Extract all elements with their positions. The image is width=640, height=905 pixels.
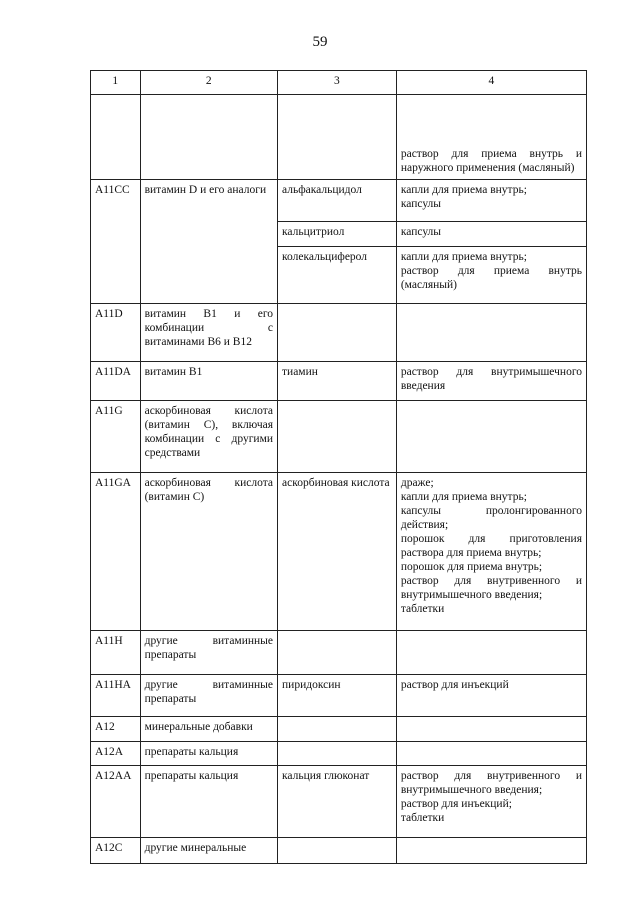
dosage-form: раствор для внутримышечного введения: [400, 366, 582, 392]
atc-code-cell: A12: [91, 717, 141, 742]
dosage-forms-cell: [396, 304, 586, 362]
substance-cell: аскорбиновая кислота: [278, 473, 397, 631]
dosage-form: капли для приема внутрь;: [400, 184, 527, 196]
dosage-forms-cell: [396, 675, 586, 717]
dosage-forms-cell: [396, 717, 586, 742]
table-row: [91, 304, 587, 362]
dosage-forms-cell: [396, 95, 586, 180]
atc-code-cell: A11G: [91, 401, 141, 473]
group-name-cell: аскорбиновая кислота (витамин С): [140, 473, 277, 631]
dosage-form: раствор для инъекций;: [400, 798, 512, 810]
table-row: [91, 838, 587, 864]
header-col-3: 3: [278, 71, 397, 95]
dosage-form: капсулы пролонгированного действия;: [400, 505, 582, 531]
group-name-cell: витамин B1 и его комбинации с витаминами B6 и B12: [140, 304, 277, 362]
atc-code-cell: A11D: [91, 304, 141, 362]
table-row: [91, 766, 587, 838]
substance-cell: тиамин: [278, 362, 397, 401]
group-name-cell: [140, 95, 277, 180]
group-name-cell: аскорбиновая кислота (витамин С), включая комбинации с другими средствами: [140, 401, 277, 473]
header-col-1: 1: [91, 71, 141, 95]
group-name-cell: другие минеральные: [140, 838, 277, 864]
dosage-form: драже;: [400, 477, 434, 489]
table-header-row: [91, 71, 587, 95]
dosage-form: таблетки: [400, 812, 445, 824]
table-row: [91, 675, 587, 717]
atc-code-cell: A11DA: [91, 362, 141, 401]
substance-cell: колекальциферол: [278, 247, 397, 304]
dosage-forms-cell: [396, 222, 586, 247]
drug-table: [90, 70, 587, 864]
table-row: [91, 180, 587, 222]
dosage-form: раствор для внутривенного и внутримышечного введения;: [400, 770, 582, 796]
header-col-4: 4: [396, 71, 586, 95]
substance-cell: пиридоксин: [278, 675, 397, 717]
table-row: [91, 362, 587, 401]
group-name-cell: препараты кальция: [140, 766, 277, 838]
table-row: [91, 473, 587, 631]
atc-code-cell: A12A: [91, 742, 141, 766]
dosage-form: капли для приема внутрь;: [400, 251, 527, 263]
substance-cell: [278, 631, 397, 675]
dosage-form: капсулы: [400, 198, 442, 210]
dosage-forms-cell: [396, 838, 586, 864]
substance-cell: [278, 838, 397, 864]
dosage-forms-cell: [396, 247, 586, 304]
dosage-form: раствор для приема внутрь (масляный): [400, 265, 582, 291]
group-name-cell: другие витаминные препараты: [140, 675, 277, 717]
substance-cell: [278, 95, 397, 180]
dosage-forms-cell: [396, 631, 586, 675]
atc-code-cell: A11H: [91, 631, 141, 675]
substance-cell: [278, 742, 397, 766]
table-row: [91, 401, 587, 473]
dosage-forms-cell: [396, 742, 586, 766]
dosage-forms-cell: [396, 766, 586, 838]
atc-code-cell: [91, 95, 141, 180]
dosage-forms-cell: [396, 401, 586, 473]
dosage-form: таблетки: [400, 603, 445, 615]
substance-cell: [278, 401, 397, 473]
table-row: [91, 631, 587, 675]
atc-code-cell: A11HA: [91, 675, 141, 717]
dosage-form: раствор для инъекций: [400, 679, 509, 691]
page-number: 59: [312, 34, 328, 50]
group-name-cell: витамин B1: [140, 362, 277, 401]
substance-cell: кальцитриол: [278, 222, 397, 247]
table-row: [91, 717, 587, 742]
atc-code-cell: A11CC: [91, 180, 141, 304]
dosage-form: раствор для приема внутрь и наружного применения (масляный): [400, 148, 582, 174]
atc-code-cell: A12AA: [91, 766, 141, 838]
substance-cell: [278, 717, 397, 742]
dosage-forms-cell: [396, 473, 586, 631]
substance-cell: кальция глюконат: [278, 766, 397, 838]
dosage-form: порошок для приготовления раствора для приема внутрь;: [400, 533, 582, 559]
dosage-form: капли для приема внутрь;: [400, 491, 527, 503]
substance-cell: [278, 304, 397, 362]
atc-code-cell: A11GA: [91, 473, 141, 631]
atc-code-cell: A12C: [91, 838, 141, 864]
dosage-form: порошок для приема внутрь;: [400, 561, 543, 573]
table-row: [91, 95, 587, 180]
header-col-2: 2: [140, 71, 277, 95]
group-name-cell: другие витаминные препараты: [140, 631, 277, 675]
group-name-cell: витамин D и его аналоги: [140, 180, 277, 304]
group-name-cell: препараты кальция: [140, 742, 277, 766]
dosage-forms-cell: [396, 362, 586, 401]
group-name-cell: минеральные добавки: [140, 717, 277, 742]
dosage-form: капсулы: [400, 226, 442, 238]
dosage-forms-cell: [396, 180, 586, 222]
dosage-form: раствор для внутривенного и внутримышечного введения;: [400, 575, 582, 601]
table-row: [91, 742, 587, 766]
substance-cell: альфакальцидол: [278, 180, 397, 222]
